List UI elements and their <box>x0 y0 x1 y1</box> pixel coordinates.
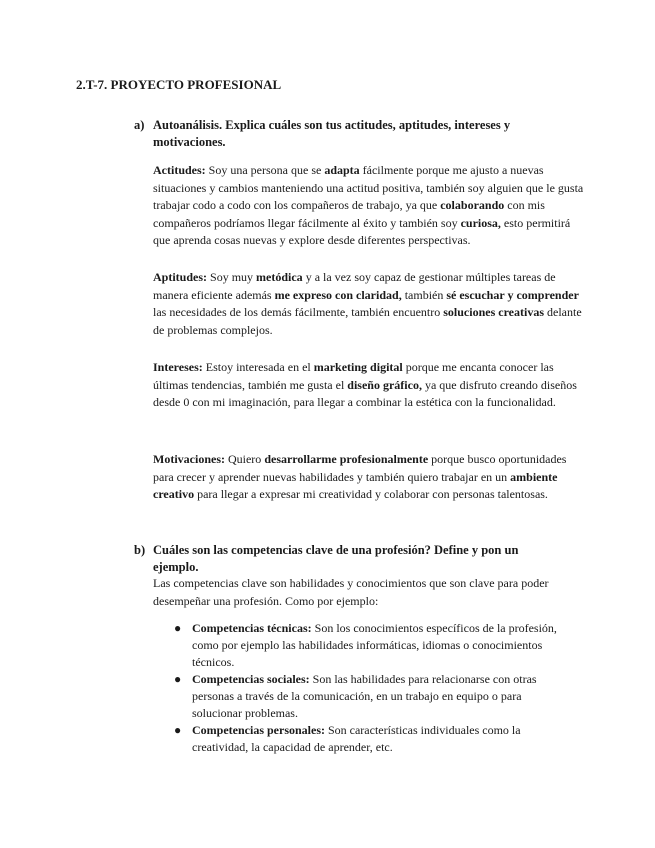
aptitudes-bold: metódica <box>256 270 303 284</box>
motivaciones-paragraph <box>153 451 588 504</box>
intereses-bold: diseño gráfico, <box>347 377 422 392</box>
list-item-label: Competencias sociales: <box>192 672 310 686</box>
actitudes-text: con mis compañeros podríamos llegar fácilmente al éxito y también soy <box>153 198 545 230</box>
aptitudes-text: y a la vez soy capaz de gestionar múltiples tareas de manera eficiente además <box>153 270 556 302</box>
list-item <box>174 722 574 756</box>
intereses-paragraph <box>153 359 588 412</box>
section-a-marker: a) <box>134 118 145 132</box>
actitudes-paragraph <box>153 162 588 250</box>
section-a-question: Autoanálisis. Explica cuáles son tus actitudes, aptitudes, intereses y motivaciones. <box>153 118 511 149</box>
section-b-question: Cuáles son las competencias clave de una profesión? Define y pon un ejemplo. <box>153 543 519 574</box>
section-b-marker: b) <box>134 543 146 557</box>
aptitudes-text: delante de problemas complejos. <box>153 305 582 337</box>
aptitudes-bold: soluciones creativas <box>443 305 545 320</box>
intereses-text: porque me encanta conocer las últimas tendencias, también me gusta el <box>153 360 554 392</box>
list-item-text: Son los conocimientos específicos de la profesión, como por ejemplo las habilidades informáticas, idiomas o conocimientos técnicos. <box>192 621 557 669</box>
list-item <box>174 671 574 722</box>
bullet-icon: ● <box>174 621 182 635</box>
document-title: 2.T-7. PROYECTO PROFESIONAL <box>76 77 282 92</box>
intereses-text: Estoy interesada en el <box>202 360 314 374</box>
actitudes-bold: adapta <box>324 163 360 177</box>
aptitudes-paragraph <box>153 269 588 339</box>
bullet-icon: ● <box>174 672 182 686</box>
intereses-bold: marketing digital <box>313 360 403 374</box>
aptitudes-text: Soy muy <box>207 270 257 284</box>
list-item-text: Son características individuales como la creatividad, la capacidad de aprender, etc. <box>192 723 521 754</box>
aptitudes-bold: sé escuchar y comprender <box>446 287 579 302</box>
intereses-text: ya que disfruto creando diseños desde 0 con mi imaginación, para llegar a combinar la estética con la funcionalidad. <box>153 377 577 410</box>
list-item <box>174 620 574 671</box>
motivaciones-bold: ambiente creativo <box>153 469 558 502</box>
actitudes-bold: curiosa, <box>460 215 501 230</box>
actitudes-bold: colaborando <box>440 198 505 213</box>
aptitudes-bold: me expreso con claridad, <box>274 287 402 302</box>
motivaciones-bold: desarrollarme profesionalmente <box>264 452 429 466</box>
actitudes-text: Soy una persona que se <box>205 163 325 177</box>
list-item-label: Competencias personales: <box>192 723 325 737</box>
aptitudes-text: las necesidades de los demás fácilmente, también encuentro <box>153 305 444 320</box>
motivaciones-label: Motivaciones: <box>153 452 225 466</box>
bullet-icon: ● <box>174 723 182 737</box>
intereses-label: Intereses: <box>153 360 203 374</box>
list-item-text: Son las habilidades para relacionarse con otras personas a través de la comunicación, en un trabajo en equipo o para solucionar problemas. <box>192 672 537 720</box>
motivaciones-text: para llegar a expresar mi creatividad y colaborar con personas talentosas. <box>194 487 548 502</box>
aptitudes-label: Aptitudes: <box>153 270 208 284</box>
aptitudes-text: también <box>401 287 447 302</box>
actitudes-text: fácilmente porque me ajusto a nuevas situaciones y cambios manteniendo una actitud positiva, también soy alguien que le gusta trabajar codo a codo con los compañeros de trabajo, ya que <box>153 163 584 213</box>
actitudes-label: Actitudes: <box>153 163 206 177</box>
section-b-intro: Las competencias clave son habilidades y conocimientos que son clave para poder desempeñar una profesión. Como por ejemplo: <box>153 576 549 608</box>
motivaciones-text: Quiero <box>224 452 265 466</box>
competencias-list <box>174 620 574 756</box>
list-item-label: Competencias técnicas: <box>192 621 312 635</box>
actitudes-text: esto permitirá que aprenda cosas nuevas y explore desde diferentes perspectivas. <box>153 215 571 248</box>
motivaciones-text: porque busco oportunidades para crecer y aprender nuevas habilidades y también quiero trabajar en un <box>153 452 567 484</box>
